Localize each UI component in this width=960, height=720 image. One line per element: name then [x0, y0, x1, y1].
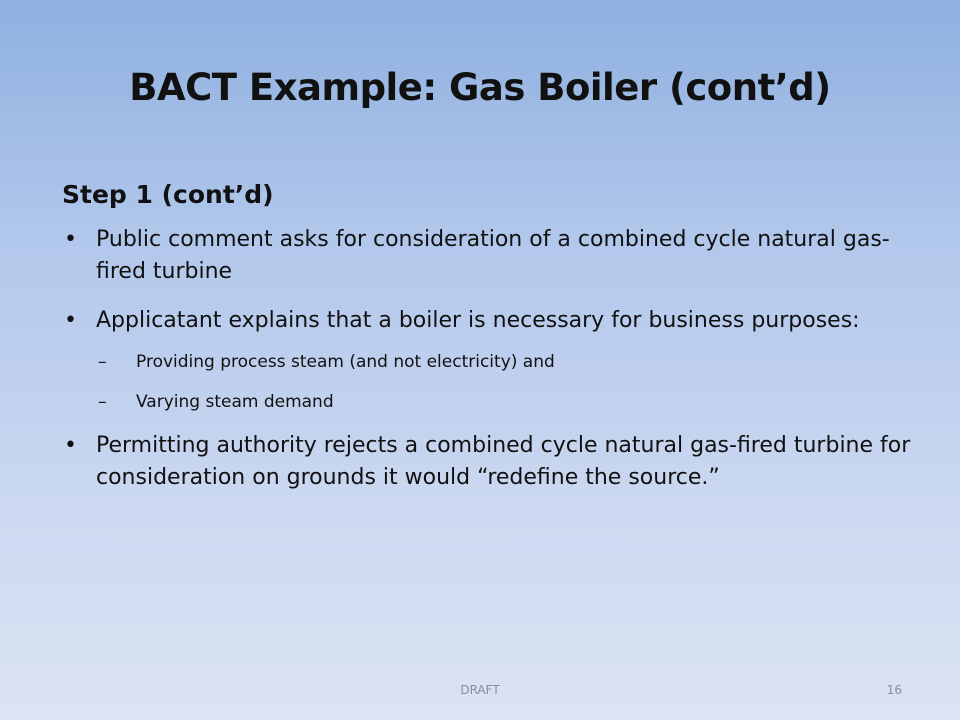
slide-number: 16: [886, 683, 902, 697]
sub-bullet-text: Providing process steam (and not electricity) and: [136, 352, 555, 372]
bullet-text: Public comment asks for consideration of a combined cycle natural gas-fired turbine: [96, 227, 890, 284]
slide-body: [62, 178, 922, 511]
footer-draft-label: DRAFT: [460, 683, 500, 697]
bullet-item: [62, 305, 922, 337]
bullet-marker: •: [64, 227, 77, 252]
slide-title: BACT Example: Gas Boiler (cont’d): [129, 66, 831, 109]
sub-bullet-text: Varying steam demand: [136, 392, 334, 412]
sub-bullet-item: [62, 350, 922, 374]
bullet-text: Applicatant explains that a boiler is necessary for business purposes:: [96, 308, 860, 333]
sub-bullet-marker: –: [98, 392, 107, 412]
sub-bullet-item: [62, 390, 922, 414]
bullet-marker: •: [64, 308, 77, 333]
bullet-item: [62, 430, 922, 494]
sub-bullet-marker: –: [98, 352, 107, 372]
bullet-item: [62, 224, 922, 288]
step-heading: Step 1 (cont’d): [62, 180, 274, 209]
bullet-marker: •: [64, 433, 77, 458]
bullet-text: Permitting authority rejects a combined cycle natural gas-fired turbine for consideration on grounds it would “redefine the source.”: [96, 433, 911, 490]
